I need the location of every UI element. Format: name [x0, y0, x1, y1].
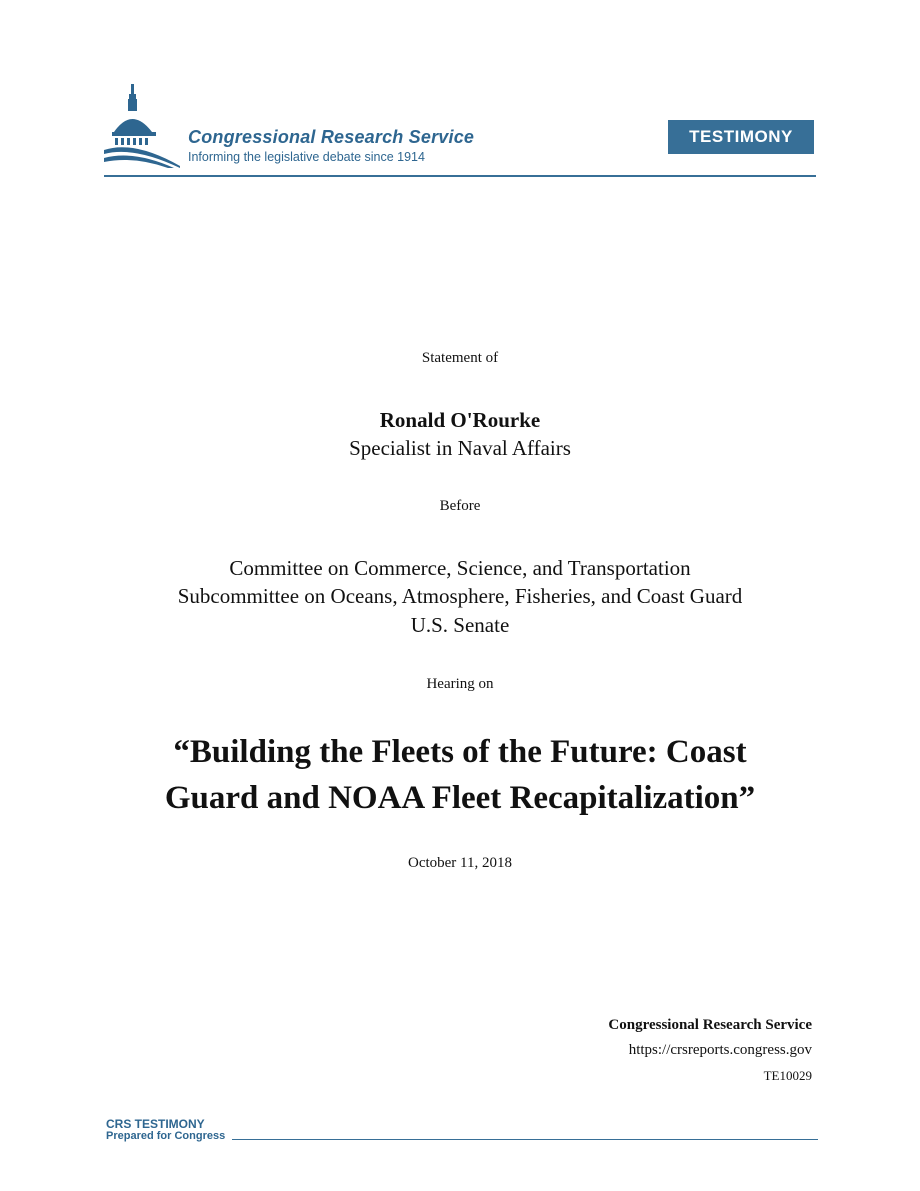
org-name: Congressional Research Service: [188, 127, 475, 147]
footer-title: CRS TESTIMONY: [106, 1117, 205, 1131]
report-code: TE10029: [763, 1068, 812, 1083]
footer-divider: [232, 1139, 818, 1140]
testimony-badge: TESTIMONY: [668, 120, 814, 154]
before-label: Before: [439, 498, 481, 514]
publisher-block: [608, 1013, 812, 1088]
chamber-line: U.S. Senate: [410, 613, 510, 637]
hearing-title-line-1: “Building the Fleets of the Future: Coast: [173, 734, 747, 770]
speaker-role: Specialist in Naval Affairs: [349, 436, 571, 460]
statement-of: Statement of: [421, 350, 499, 366]
publisher-url[interactable]: https://crsreports.congress.gov: [628, 1042, 812, 1058]
org-tagline: Informing the legislative debate since 1914: [188, 150, 425, 164]
speaker-name: Ronald O'Rourke: [379, 408, 541, 432]
capitol-dome-logo-icon: [104, 82, 184, 170]
hearing-date: October 11, 2018: [407, 855, 512, 871]
header-divider: [104, 175, 816, 177]
footer-subtitle: Prepared for Congress: [106, 1130, 226, 1142]
hearing-on-label: Hearing on: [426, 676, 494, 692]
page-footer: [106, 1117, 818, 1147]
committee-line: Committee on Commerce, Science, and Transportation: [229, 556, 691, 580]
page-header: [104, 82, 816, 178]
hearing-title-line-2: Guard and NOAA Fleet Recapitalization”: [164, 780, 756, 816]
publisher-name: Congressional Research Service: [608, 1017, 812, 1033]
subcommittee-line: Subcommittee on Oceans, Atmosphere, Fisheries, and Coast Guard: [177, 584, 743, 608]
